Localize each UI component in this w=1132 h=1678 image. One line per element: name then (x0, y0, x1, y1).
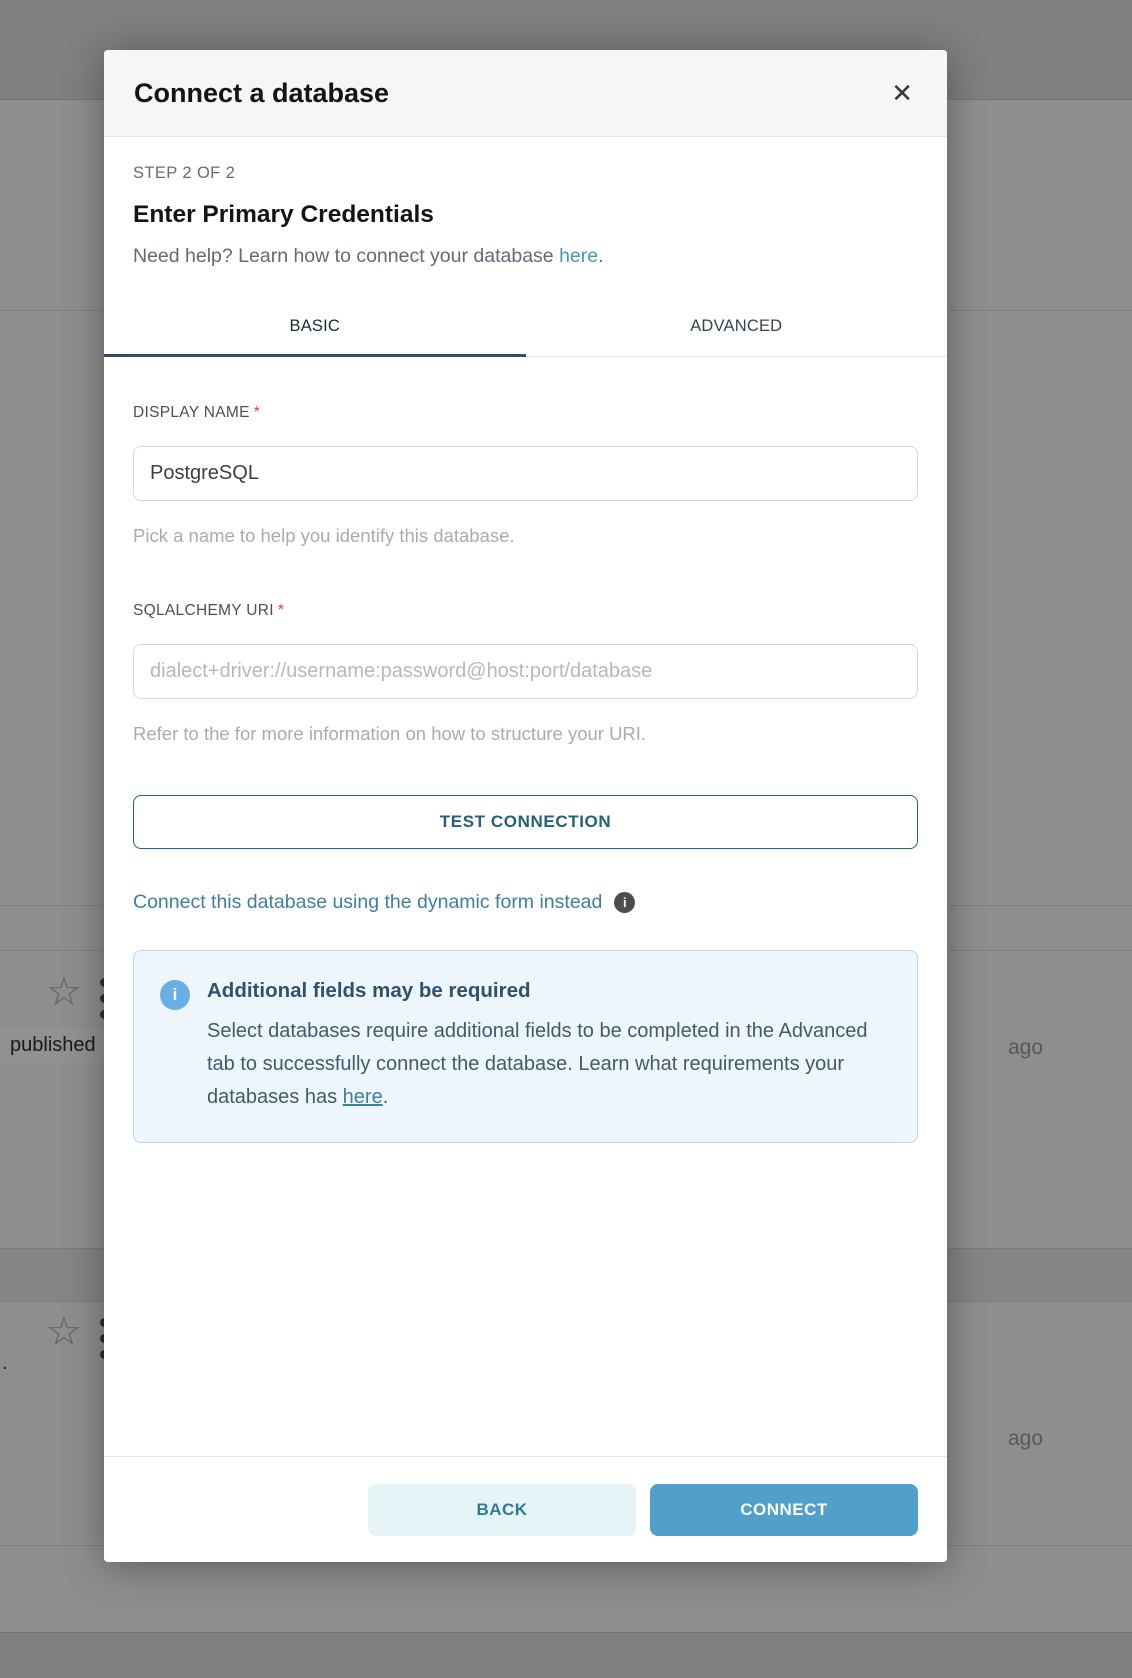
modal-footer (104, 1456, 947, 1562)
dynamic-form-link[interactable]: Connect this database using the dynamic form instead (133, 891, 603, 913)
modal-title: Connect a database (134, 77, 390, 108)
display-name-field-group (133, 404, 918, 547)
required-asterisk: * (253, 404, 261, 421)
help-link[interactable]: here (559, 245, 599, 267)
display-name-input[interactable] (133, 446, 918, 501)
sqlalchemy-uri-label (133, 602, 918, 620)
test-connection-button[interactable]: TEST CONNECTION (133, 795, 918, 849)
alert-info-icon: i (160, 980, 190, 1010)
info-alert (133, 950, 918, 1143)
tab-basic[interactable] (104, 297, 526, 356)
help-text-suffix: . (598, 245, 604, 267)
sqlalchemy-uri-field-group (133, 602, 918, 745)
favorite-star-icon[interactable]: ☆ (46, 970, 82, 1014)
tab-basic-label: BASIC (289, 317, 341, 335)
connect-button[interactable]: CONNECT (650, 1484, 918, 1536)
display-name-helper: Pick a name to help you identify this database. (133, 525, 515, 546)
modified-ago-text: ago (1008, 1036, 1044, 1059)
alert-content (207, 979, 889, 1114)
modal-body (104, 164, 947, 1143)
dynamic-form-row (133, 891, 918, 914)
modified-ago-text: ago (1008, 1427, 1044, 1450)
step-indicator: STEP 2 OF 2 (133, 164, 236, 182)
modal-header (104, 50, 947, 137)
modal-heading: Enter Primary Credentials (133, 201, 434, 228)
help-text-prefix: Need help? Learn how to connect your database (133, 245, 560, 267)
back-button[interactable]: BACK (368, 1484, 636, 1536)
display-name-label-text: DISPLAY NAME (133, 404, 250, 421)
favorite-star-icon[interactable]: ☆ (46, 1310, 82, 1354)
tab-advanced[interactable] (526, 297, 948, 356)
info-icon[interactable]: i (614, 892, 635, 913)
alert-body (207, 1015, 889, 1114)
tab-bar (104, 297, 947, 357)
sqlalchemy-uri-label-text: SQLALCHEMY URI (133, 602, 274, 619)
required-asterisk: * (277, 602, 285, 619)
alert-title: Additional fields may be required (207, 979, 531, 1002)
sqlalchemy-uri-helper: Refer to the for more information on how to structure your URI. (133, 723, 647, 744)
alert-body-suffix: . (382, 1086, 389, 1108)
truncated-text-fragment: . (2, 1352, 8, 1374)
connect-database-modal (104, 50, 947, 1562)
published-badge: published (0, 1027, 114, 1063)
alert-here-link[interactable]: here (342, 1086, 383, 1108)
alert-body-text: Select databases require additional fields to be completed in the Advanced tab to successfully connect the database. Learn what requirements your databases has (207, 1020, 868, 1108)
help-text (133, 243, 918, 269)
sqlalchemy-uri-input[interactable] (133, 644, 918, 699)
tab-advanced-label: ADVANCED (690, 317, 783, 335)
display-name-label (133, 404, 918, 422)
close-icon[interactable]: ✕ (887, 76, 917, 110)
